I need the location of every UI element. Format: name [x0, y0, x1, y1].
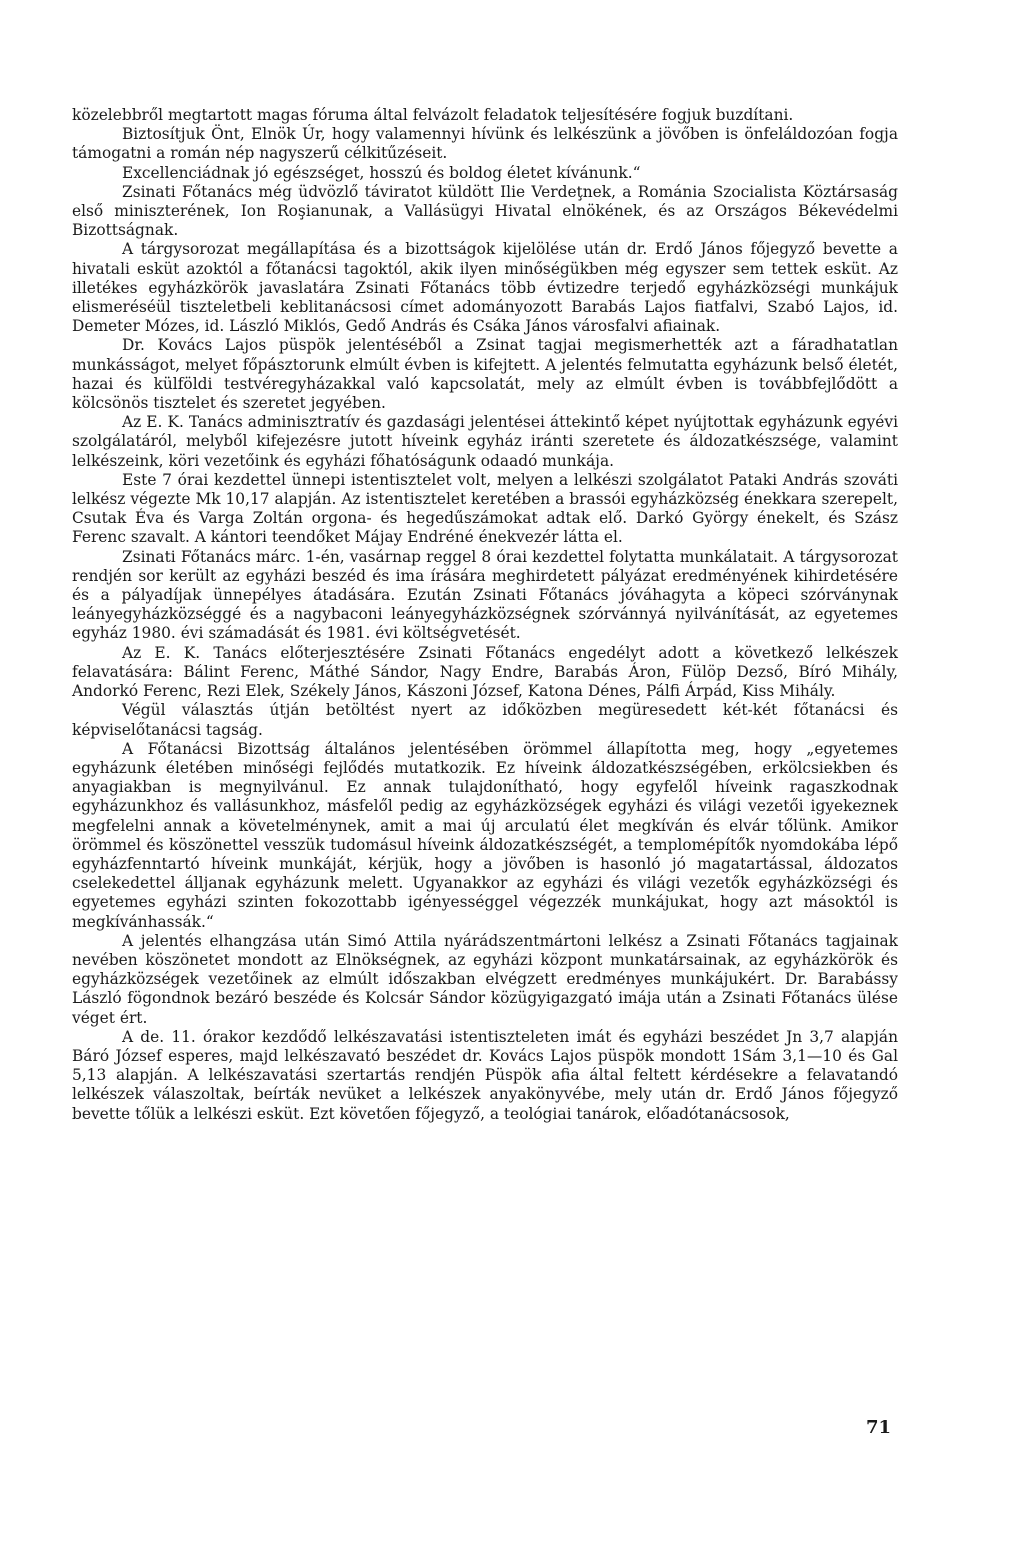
paragraph: Biztosítjuk Önt, Elnök Úr, hogy valamennyi hívünk és lelkészünk a jövőben is önfeláldozóan fogja támogatni a román nép nagyszerű célkitűzéseit. — [72, 125, 898, 163]
paragraph: A de. 11. órakor kezdődő lelkészavatási istentiszteleten imát és egyházi beszédet Jn 3,7 alapján Báró József esperes, majd lelkészavató beszédet dr. Kovács Lajos püspök mondott 1Sám 3,1—10 és Gal 5,13 alapján. A lelkészavatási szertartás rendjén Püspök afia által feltett kérdésekre a felavatandó lelkészek válaszoltak, beírták nevüket a lelkészek anyakönyvébe, mely után dr. Erdő János főjegyző bevette tőlük a lelkészi esküt. Ezt követően főjegyző, a teológiai tanárok, előadótanácsosok, — [72, 1027, 898, 1123]
paragraph: A Főtanácsi Bizottság általános jelentésében örömmel állapította meg, hogy „egyetemes egyházunk életében minőségi fejlődés mutatkozik. Ez híveink áldozatkészségében, erkölcsiekben és anyagiakban is megnyilvánul. Ez annak tulajdonítható, hogy egyfelől híveink ragaszkodnak egyházunkhoz és vallásunkhoz, másfelől pedig az egyházközségek egyházi és világi vezetői igyekeznek megfelelni annak a követelménynek, amit a mai új arculatú élet megkíván és elvár tőlünk. Amikor örömmel és köszönettel vesszük tudomásul híveink áldozatkészségét, a templomépítők nyomdokába lépő egyházfenntartó híveink munkáját, kérjük, hogy a jövőben is hasonló jó magatartással, áldozatos cselekedettel álljanak egyházunk melett. Ugyanakkor az egyházi és világi vezetők egyházközségi és egyetemes egyházi szinten fokozottabb igényességgel végezzék munkájukat, hogy azt másoktól is megkívánhassák.“ — [72, 739, 898, 931]
paragraph: Excellenciádnak jó egészséget, hosszú és boldog életet kívánunk.“ — [122, 163, 641, 182]
body-text — [72, 106, 898, 1124]
paragraph: Dr. Kovács Lajos püspök jelentéséből a Zsinat tagjai megismerhették azt a fáradhatatlan munkásságot, melyet főpásztorunk elmúlt évben is kifejtett. A jelentés felmutatta egyházunk belső életét, hazai és külföldi testvéregyházakkal való kapcsolatát, mely az elmúlt évben is továbbfejlődött a kölcsönös tisztelet és szeretet jegyében. — [72, 336, 898, 413]
paragraph-continuation: közelebbről megtartott magas fóruma által felvázolt feladatok teljesítésére fogjuk buzdítani. — [72, 106, 794, 124]
paragraph: A jelentés elhangzása után Simó Attila nyárádszentmártoni lelkész a Zsinati Főtanács tagjainak nevében köszönetet mondott az Elnökségnek, az egyházi központ munkatársainak, az egyházkörök és egyházközségek vezetőinek az elmúlt időszakban elvégzett eredményes munkájukért. Dr. Barabássy László fögondnok bezáró beszéde és Kolcsár Sándor közügyigazgató imája után a Zsinati Főtanács ülése véget ért. — [72, 931, 898, 1027]
paragraph: Zsinati Főtanács még üdvözlő táviratot küldött Ilie Verdeţnek, a Románia Szocialista Köztársaság első miniszterének, Ion Roşianunak, a Vallásügyi Hivatal elnökének, és az Országos Békevédelmi Bizottságnak. — [72, 182, 898, 240]
paragraph: Az E. K. Tanács adminisztratív és gazdasági jelentései áttekintő képet nyújtottak egyházunk egyévi szolgálatáról, melyből kifejezésre jutott híveink egyház iránti szeretete és áldozatkészsége, valamint lelkészeink, köri vezetőink és egyházi főhatóságunk odaadó munkája. — [72, 413, 898, 470]
page-number: 71 — [866, 1417, 892, 1438]
paragraph: A tárgysorozat megállapítása és a bizottságok kijelölése után dr. Erdő János főjegyző bevette a hivatali esküt azoktól a főtanácsi tagoktól, akik ilyen minőségükben még egyszer sem tettek esküt. Az illetékes egyházkörök javaslatára Zsinati Főtanács több évtizedre terjedő egyházközségi munkájuk elismeréséül tiszteletbeli keblitanácsosi címet adományozott Barabás Lajos fiatfalvi, Szabó Lajos, id. Demeter Mózes, id. László Miklós, Gedő András és Csáka János városfalvi afiainak. — [72, 240, 898, 336]
paragraph: Végül választás útján betöltést nyert az időközben megüresedett két-két főtanácsi és képviselőtanácsi tagság. — [72, 701, 898, 739]
paragraph: Zsinati Főtanács márc. 1-én, vasárnap reggel 8 órai kezdettel folytatta munkálatait. A tárgysorozat rendjén sor került az egyházi beszéd és ima írására meghirdetett pályázat eredményének kihirdetésére és a pályadíjak ünnepélyes átadására. Ezután Zsinati Főtanács jóváhagyta a köpeci szórványnak leányegyházközséggé és a nagybaconi leányegyházközségnek szórvánnyá nyilvánítását, az egyetemes egyház 1980. évi számadását és 1981. évi költségvetését. — [72, 547, 898, 643]
paragraph: Este 7 órai kezdettel ünnepi istentisztelet volt, melyen a lelkészi szolgálatot Pataki András szováti lelkész végezte Mk 10,17 alapján. Az istentisztelet keretében a brassói egyházközség énekkara szerepelt, Csutak Éva és Varga Zoltán orgona- és hegedűszámokat adtak elő. Darkó György énekelt, és Szász Ferenc szavalt. A kántori teendőket Májay Endréné énekvezér látta el. — [72, 470, 898, 547]
paragraph: Az E. K. Tanács előterjesztésére Zsinati Főtanács engedélyt adott a következő lelkészek felavatására: Bálint Ferenc, Máthé Sándor, Nagy Endre, Barabás Áron, Fülöp Dezső, Bíró Mihály, Andorkó Ferenc, Rezi Elek, Székely János, Kászoni József, Katona Dénes, Pálfi Árpád, Kiss Mihály. — [72, 643, 898, 701]
